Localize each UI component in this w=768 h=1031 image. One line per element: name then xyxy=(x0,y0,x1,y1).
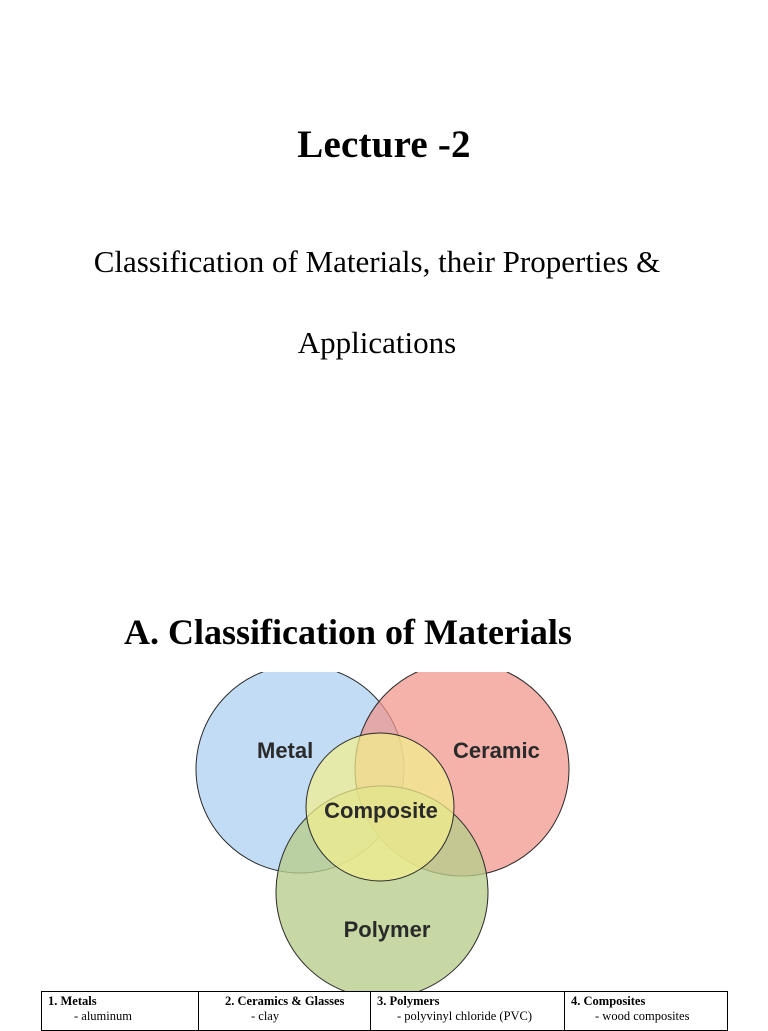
table-cell-composites xyxy=(565,992,728,1031)
composite-label: Composite xyxy=(324,798,438,823)
subtitle-line-2: Applications xyxy=(297,325,457,360)
polymers-heading: 3. Polymers xyxy=(377,994,440,1008)
venn-diagram xyxy=(190,672,580,992)
subtitle-line-1: Classification of Materials, their Properties & xyxy=(93,244,661,279)
ceramics-heading: 2. Ceramics & Glasses xyxy=(225,994,345,1008)
composites-item: - wood composites xyxy=(595,1009,690,1023)
ceramics-item: - clay xyxy=(251,1009,280,1023)
metals-item: - aluminum xyxy=(74,1009,132,1023)
metals-heading: 1. Metals xyxy=(48,994,97,1008)
polymer-label: Polymer xyxy=(343,917,431,942)
lecture-title: Lecture -2 xyxy=(297,123,471,166)
polymers-item: - polyvinyl chloride (PVC) xyxy=(397,1009,533,1023)
metal-label: Metal xyxy=(257,738,314,763)
table-cell-ceramics xyxy=(199,992,371,1031)
composites-heading: 4. Composites xyxy=(571,994,646,1008)
section-heading: A. Classification of Materials xyxy=(124,612,572,652)
table-cell-polymers xyxy=(371,992,565,1031)
materials-table xyxy=(41,991,728,1031)
table-cell-metals xyxy=(42,992,199,1031)
table-row xyxy=(42,992,728,1031)
ceramic-label: Ceramic xyxy=(453,738,540,763)
